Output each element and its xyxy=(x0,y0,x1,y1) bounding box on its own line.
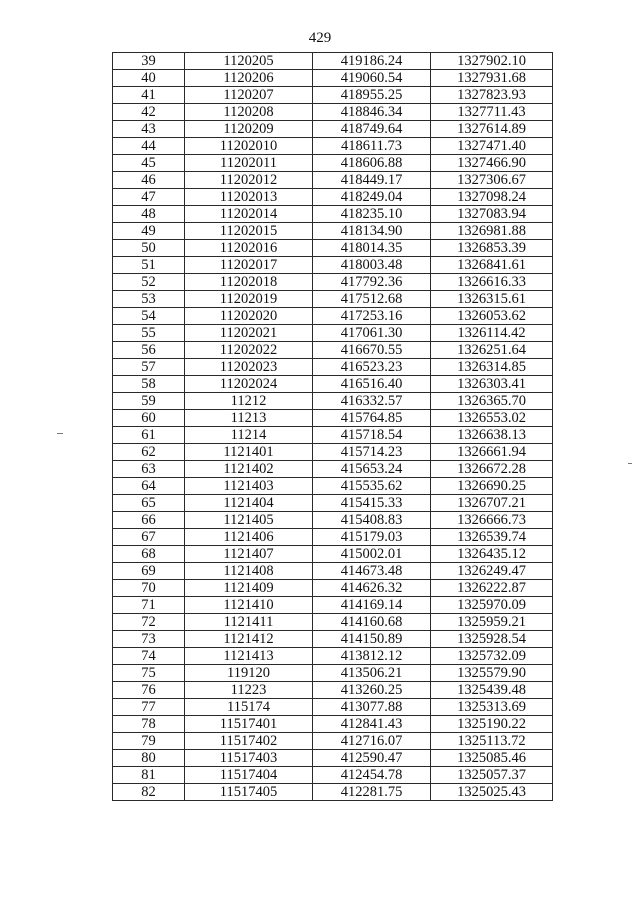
point-id-cell: 119120 xyxy=(185,665,313,682)
x-coordinate-cell: 412841.43 xyxy=(313,716,431,733)
row-number-cell: 63 xyxy=(113,461,185,478)
row-number-cell: 76 xyxy=(113,682,185,699)
point-id-cell: 11202024 xyxy=(185,376,313,393)
y-coordinate-cell: 1325113.72 xyxy=(431,733,553,750)
row-number-cell: 70 xyxy=(113,580,185,597)
point-id-cell: 11202016 xyxy=(185,240,313,257)
y-coordinate-cell: 1326666.73 xyxy=(431,512,553,529)
row-number-cell: 60 xyxy=(113,410,185,427)
x-coordinate-cell: 416516.40 xyxy=(313,376,431,393)
table-row xyxy=(113,223,553,240)
table-row xyxy=(113,648,553,665)
table-row xyxy=(113,240,553,257)
point-id-cell: 11517404 xyxy=(185,767,313,784)
x-coordinate-cell: 415535.62 xyxy=(313,478,431,495)
point-id-cell: 11202021 xyxy=(185,325,313,342)
row-number-cell: 65 xyxy=(113,495,185,512)
y-coordinate-cell: 1325970.09 xyxy=(431,597,553,614)
table-row xyxy=(113,478,553,495)
table-row xyxy=(113,529,553,546)
y-coordinate-cell: 1326981.88 xyxy=(431,223,553,240)
point-id-cell: 1121406 xyxy=(185,529,313,546)
x-coordinate-cell: 418449.17 xyxy=(313,172,431,189)
table-row xyxy=(113,308,553,325)
x-coordinate-cell: 419186.24 xyxy=(313,53,431,70)
y-coordinate-cell: 1327306.67 xyxy=(431,172,553,189)
point-id-cell: 11202010 xyxy=(185,138,313,155)
point-id-cell: 115174 xyxy=(185,699,313,716)
y-coordinate-cell: 1326539.74 xyxy=(431,529,553,546)
y-coordinate-cell: 1326365.70 xyxy=(431,393,553,410)
row-number-cell: 57 xyxy=(113,359,185,376)
x-coordinate-cell: 414673.48 xyxy=(313,563,431,580)
y-coordinate-cell: 1326053.62 xyxy=(431,308,553,325)
point-id-cell: 1121410 xyxy=(185,597,313,614)
y-coordinate-cell: 1326114.42 xyxy=(431,325,553,342)
y-coordinate-cell: 1327098.24 xyxy=(431,189,553,206)
table-row xyxy=(113,563,553,580)
row-number-cell: 81 xyxy=(113,767,185,784)
x-coordinate-cell: 418611.73 xyxy=(313,138,431,155)
table-row xyxy=(113,189,553,206)
y-coordinate-cell: 1325732.09 xyxy=(431,648,553,665)
y-coordinate-cell: 1327711.43 xyxy=(431,104,553,121)
x-coordinate-cell: 413077.88 xyxy=(313,699,431,716)
table-row xyxy=(113,495,553,512)
point-id-cell: 11202013 xyxy=(185,189,313,206)
x-coordinate-cell: 412716.07 xyxy=(313,733,431,750)
point-id-cell: 11517405 xyxy=(185,784,313,801)
point-id-cell: 11517402 xyxy=(185,733,313,750)
table-row xyxy=(113,121,553,138)
point-id-cell: 11202018 xyxy=(185,274,313,291)
point-id-cell: 1120206 xyxy=(185,70,313,87)
point-id-cell: 11202020 xyxy=(185,308,313,325)
x-coordinate-cell: 415179.03 xyxy=(313,529,431,546)
x-coordinate-cell: 415408.83 xyxy=(313,512,431,529)
y-coordinate-cell: 1326638.13 xyxy=(431,427,553,444)
scan-speck xyxy=(628,463,632,464)
point-id-cell: 11517401 xyxy=(185,716,313,733)
row-number-cell: 53 xyxy=(113,291,185,308)
row-number-cell: 59 xyxy=(113,393,185,410)
table-row xyxy=(113,631,553,648)
y-coordinate-cell: 1325959.21 xyxy=(431,614,553,631)
x-coordinate-cell: 418846.34 xyxy=(313,104,431,121)
row-number-cell: 46 xyxy=(113,172,185,189)
row-number-cell: 58 xyxy=(113,376,185,393)
table-row xyxy=(113,427,553,444)
table-row xyxy=(113,359,553,376)
table-row xyxy=(113,444,553,461)
x-coordinate-cell: 414160.68 xyxy=(313,614,431,631)
x-coordinate-cell: 414150.89 xyxy=(313,631,431,648)
row-number-cell: 56 xyxy=(113,342,185,359)
y-coordinate-cell: 1325313.69 xyxy=(431,699,553,716)
table-row xyxy=(113,274,553,291)
point-id-cell: 1121412 xyxy=(185,631,313,648)
table-row xyxy=(113,716,553,733)
row-number-cell: 80 xyxy=(113,750,185,767)
point-id-cell: 1121413 xyxy=(185,648,313,665)
table-row xyxy=(113,580,553,597)
y-coordinate-cell: 1326222.87 xyxy=(431,580,553,597)
coordinates-table xyxy=(112,52,553,801)
table-row xyxy=(113,138,553,155)
coordinates-table-body xyxy=(113,53,553,801)
table-row xyxy=(113,172,553,189)
row-number-cell: 78 xyxy=(113,716,185,733)
table-row xyxy=(113,206,553,223)
point-id-cell: 1121407 xyxy=(185,546,313,563)
y-coordinate-cell: 1326690.25 xyxy=(431,478,553,495)
x-coordinate-cell: 419060.54 xyxy=(313,70,431,87)
table-row xyxy=(113,87,553,104)
row-number-cell: 66 xyxy=(113,512,185,529)
row-number-cell: 50 xyxy=(113,240,185,257)
row-number-cell: 48 xyxy=(113,206,185,223)
point-id-cell: 1120207 xyxy=(185,87,313,104)
x-coordinate-cell: 414626.32 xyxy=(313,580,431,597)
table-row xyxy=(113,291,553,308)
x-coordinate-cell: 413812.12 xyxy=(313,648,431,665)
x-coordinate-cell: 418003.48 xyxy=(313,257,431,274)
table-row xyxy=(113,767,553,784)
table-row xyxy=(113,699,553,716)
table-row xyxy=(113,784,553,801)
y-coordinate-cell: 1326314.85 xyxy=(431,359,553,376)
row-number-cell: 42 xyxy=(113,104,185,121)
x-coordinate-cell: 415002.01 xyxy=(313,546,431,563)
table-row xyxy=(113,410,553,427)
y-coordinate-cell: 1325085.46 xyxy=(431,750,553,767)
point-id-cell: 1120205 xyxy=(185,53,313,70)
table-row xyxy=(113,342,553,359)
row-number-cell: 68 xyxy=(113,546,185,563)
row-number-cell: 73 xyxy=(113,631,185,648)
x-coordinate-cell: 415415.33 xyxy=(313,495,431,512)
point-id-cell: 11213 xyxy=(185,410,313,427)
y-coordinate-cell: 1325579.90 xyxy=(431,665,553,682)
x-coordinate-cell: 417061.30 xyxy=(313,325,431,342)
y-coordinate-cell: 1326616.33 xyxy=(431,274,553,291)
y-coordinate-cell: 1326553.02 xyxy=(431,410,553,427)
point-id-cell: 1121404 xyxy=(185,495,313,512)
x-coordinate-cell: 412454.78 xyxy=(313,767,431,784)
point-id-cell: 11202023 xyxy=(185,359,313,376)
x-coordinate-cell: 418606.88 xyxy=(313,155,431,172)
x-coordinate-cell: 413506.21 xyxy=(313,665,431,682)
y-coordinate-cell: 1327083.94 xyxy=(431,206,553,223)
point-id-cell: 1120209 xyxy=(185,121,313,138)
y-coordinate-cell: 1326315.61 xyxy=(431,291,553,308)
row-number-cell: 67 xyxy=(113,529,185,546)
row-number-cell: 51 xyxy=(113,257,185,274)
x-coordinate-cell: 418249.04 xyxy=(313,189,431,206)
row-number-cell: 45 xyxy=(113,155,185,172)
point-id-cell: 1121411 xyxy=(185,614,313,631)
row-number-cell: 75 xyxy=(113,665,185,682)
y-coordinate-cell: 1326251.64 xyxy=(431,342,553,359)
row-number-cell: 43 xyxy=(113,121,185,138)
x-coordinate-cell: 414169.14 xyxy=(313,597,431,614)
row-number-cell: 64 xyxy=(113,478,185,495)
row-number-cell: 82 xyxy=(113,784,185,801)
row-number-cell: 74 xyxy=(113,648,185,665)
y-coordinate-cell: 1325928.54 xyxy=(431,631,553,648)
point-id-cell: 11202012 xyxy=(185,172,313,189)
y-coordinate-cell: 1325439.48 xyxy=(431,682,553,699)
x-coordinate-cell: 413260.25 xyxy=(313,682,431,699)
point-id-cell: 11202019 xyxy=(185,291,313,308)
table-row xyxy=(113,546,553,563)
row-number-cell: 72 xyxy=(113,614,185,631)
table-row xyxy=(113,155,553,172)
x-coordinate-cell: 418749.64 xyxy=(313,121,431,138)
row-number-cell: 40 xyxy=(113,70,185,87)
point-id-cell: 11202011 xyxy=(185,155,313,172)
y-coordinate-cell: 1327471.40 xyxy=(431,138,553,155)
x-coordinate-cell: 415653.24 xyxy=(313,461,431,478)
table-row xyxy=(113,512,553,529)
x-coordinate-cell: 417792.36 xyxy=(313,274,431,291)
y-coordinate-cell: 1325025.43 xyxy=(431,784,553,801)
row-number-cell: 41 xyxy=(113,87,185,104)
row-number-cell: 69 xyxy=(113,563,185,580)
x-coordinate-cell: 412590.47 xyxy=(313,750,431,767)
table-row xyxy=(113,257,553,274)
point-id-cell: 11212 xyxy=(185,393,313,410)
point-id-cell: 11223 xyxy=(185,682,313,699)
row-number-cell: 79 xyxy=(113,733,185,750)
point-id-cell: 1121403 xyxy=(185,478,313,495)
x-coordinate-cell: 418955.25 xyxy=(313,87,431,104)
x-coordinate-cell: 416523.23 xyxy=(313,359,431,376)
y-coordinate-cell: 1326661.94 xyxy=(431,444,553,461)
y-coordinate-cell: 1326249.47 xyxy=(431,563,553,580)
x-coordinate-cell: 418134.90 xyxy=(313,223,431,240)
row-number-cell: 62 xyxy=(113,444,185,461)
table-row xyxy=(113,393,553,410)
point-id-cell: 1121405 xyxy=(185,512,313,529)
row-number-cell: 71 xyxy=(113,597,185,614)
y-coordinate-cell: 1327466.90 xyxy=(431,155,553,172)
table-row xyxy=(113,325,553,342)
point-id-cell: 1120208 xyxy=(185,104,313,121)
point-id-cell: 1121402 xyxy=(185,461,313,478)
x-coordinate-cell: 412281.75 xyxy=(313,784,431,801)
y-coordinate-cell: 1326853.39 xyxy=(431,240,553,257)
table-row xyxy=(113,461,553,478)
point-id-cell: 1121408 xyxy=(185,563,313,580)
point-id-cell: 11202015 xyxy=(185,223,313,240)
x-coordinate-cell: 418014.35 xyxy=(313,240,431,257)
x-coordinate-cell: 416670.55 xyxy=(313,342,431,359)
y-coordinate-cell: 1327614.89 xyxy=(431,121,553,138)
row-number-cell: 39 xyxy=(113,53,185,70)
x-coordinate-cell: 415764.85 xyxy=(313,410,431,427)
x-coordinate-cell: 415714.23 xyxy=(313,444,431,461)
y-coordinate-cell: 1327931.68 xyxy=(431,70,553,87)
row-number-cell: 54 xyxy=(113,308,185,325)
row-number-cell: 55 xyxy=(113,325,185,342)
page-number: 429 xyxy=(308,30,332,46)
y-coordinate-cell: 1326303.41 xyxy=(431,376,553,393)
table-row xyxy=(113,376,553,393)
row-number-cell: 77 xyxy=(113,699,185,716)
row-number-cell: 52 xyxy=(113,274,185,291)
point-id-cell: 1121409 xyxy=(185,580,313,597)
point-id-cell: 11202017 xyxy=(185,257,313,274)
table-row xyxy=(113,665,553,682)
x-coordinate-cell: 415718.54 xyxy=(313,427,431,444)
row-number-cell: 44 xyxy=(113,138,185,155)
row-number-cell: 49 xyxy=(113,223,185,240)
point-id-cell: 1121401 xyxy=(185,444,313,461)
point-id-cell: 11202014 xyxy=(185,206,313,223)
y-coordinate-cell: 1327823.93 xyxy=(431,87,553,104)
y-coordinate-cell: 1326435.12 xyxy=(431,546,553,563)
table-row xyxy=(113,614,553,631)
row-number-cell: 61 xyxy=(113,427,185,444)
y-coordinate-cell: 1327902.10 xyxy=(431,53,553,70)
y-coordinate-cell: 1326672.28 xyxy=(431,461,553,478)
x-coordinate-cell: 418235.10 xyxy=(313,206,431,223)
table-row xyxy=(113,70,553,87)
point-id-cell: 11517403 xyxy=(185,750,313,767)
x-coordinate-cell: 416332.57 xyxy=(313,393,431,410)
table-row xyxy=(113,53,553,70)
scan-speck xyxy=(57,433,63,434)
table-row xyxy=(113,750,553,767)
y-coordinate-cell: 1325057.37 xyxy=(431,767,553,784)
table-row xyxy=(113,682,553,699)
point-id-cell: 11202022 xyxy=(185,342,313,359)
table-row xyxy=(113,104,553,121)
row-number-cell: 47 xyxy=(113,189,185,206)
table-row xyxy=(113,597,553,614)
y-coordinate-cell: 1325190.22 xyxy=(431,716,553,733)
x-coordinate-cell: 417512.68 xyxy=(313,291,431,308)
point-id-cell: 11214 xyxy=(185,427,313,444)
y-coordinate-cell: 1326841.61 xyxy=(431,257,553,274)
table-row xyxy=(113,733,553,750)
y-coordinate-cell: 1326707.21 xyxy=(431,495,553,512)
x-coordinate-cell: 417253.16 xyxy=(313,308,431,325)
